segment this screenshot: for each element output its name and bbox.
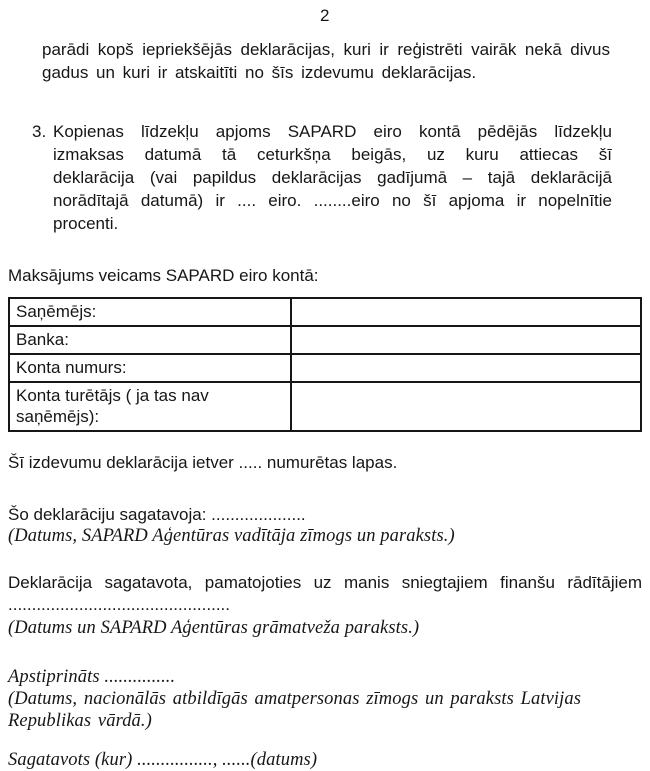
based-on-line: Deklarācija sagatavota, pamatojoties uz manis sniegtajiem finanšu rādītājiem ...............................................: [8, 573, 642, 614]
page-number: 2: [320, 6, 330, 25]
based-on-note: (Datums un SAPARD Aģentūras grāmatveža paraksts.): [8, 618, 420, 638]
approved-line: Apstiprināts ...............: [8, 667, 176, 687]
table-row: [9, 326, 641, 354]
item-3: [32, 120, 612, 235]
table-row: [9, 382, 641, 431]
row-value-bank: [291, 326, 641, 354]
row-value-account-number: [291, 354, 641, 382]
item-3-marker: 3.: [32, 122, 47, 141]
row-label-account-holder: Konta turētājs ( ja tas nav saņēmējs):: [9, 382, 291, 431]
approved-note: (Datums, nacionālās atbildīgās amatpersonas zīmogs un paraksts Latvijas Republikas vārdā.): [8, 689, 582, 731]
row-label-bank: Banka:: [9, 326, 291, 354]
table-row: [9, 298, 641, 326]
row-label-account-number: Konta numurs:: [9, 354, 291, 382]
place-date-line: Sagatavots (kur) ................, ......(datums): [8, 750, 318, 770]
table-row: [9, 354, 641, 382]
payment-table: [8, 297, 642, 432]
row-value-recipient: [291, 298, 641, 326]
row-label-recipient: Saņēmējs:: [9, 298, 291, 326]
prepared-by-line: Šo deklarāciju sagatavoja: ....................: [8, 505, 306, 524]
payment-heading: Maksājums veicams SAPARD eiro kontā:: [8, 266, 319, 285]
prepared-by-note: (Datums, SAPARD Aģentūras vadītāja zīmogs un paraksts.): [8, 526, 455, 546]
pages-note: Šī izdevumu deklarācija ietver ..... numurētas lapas.: [8, 453, 398, 472]
item-3-text: Kopienas līdzekļu apjoms SAPARD eiro kontā pēdējās līdzekļu izmaksas datumā tā ceturkšņa beigās, uz kuru attiecas šī deklarācija (vai papildus deklarācijas gadījumā – tajā deklarācijā norādītajā datumā) ir .... eiro. ........eiro no šī apjoma ir nopelnītie procenti.: [53, 122, 612, 233]
intro-paragraph: parādi kopš iepriekšējās deklarācijas, kuri ir reģistrēti vairāk nekā divus gadus un kuri ir atskaitīti no šīs izdevumu deklarācijas.: [42, 40, 610, 82]
row-value-account-holder: [291, 382, 641, 431]
